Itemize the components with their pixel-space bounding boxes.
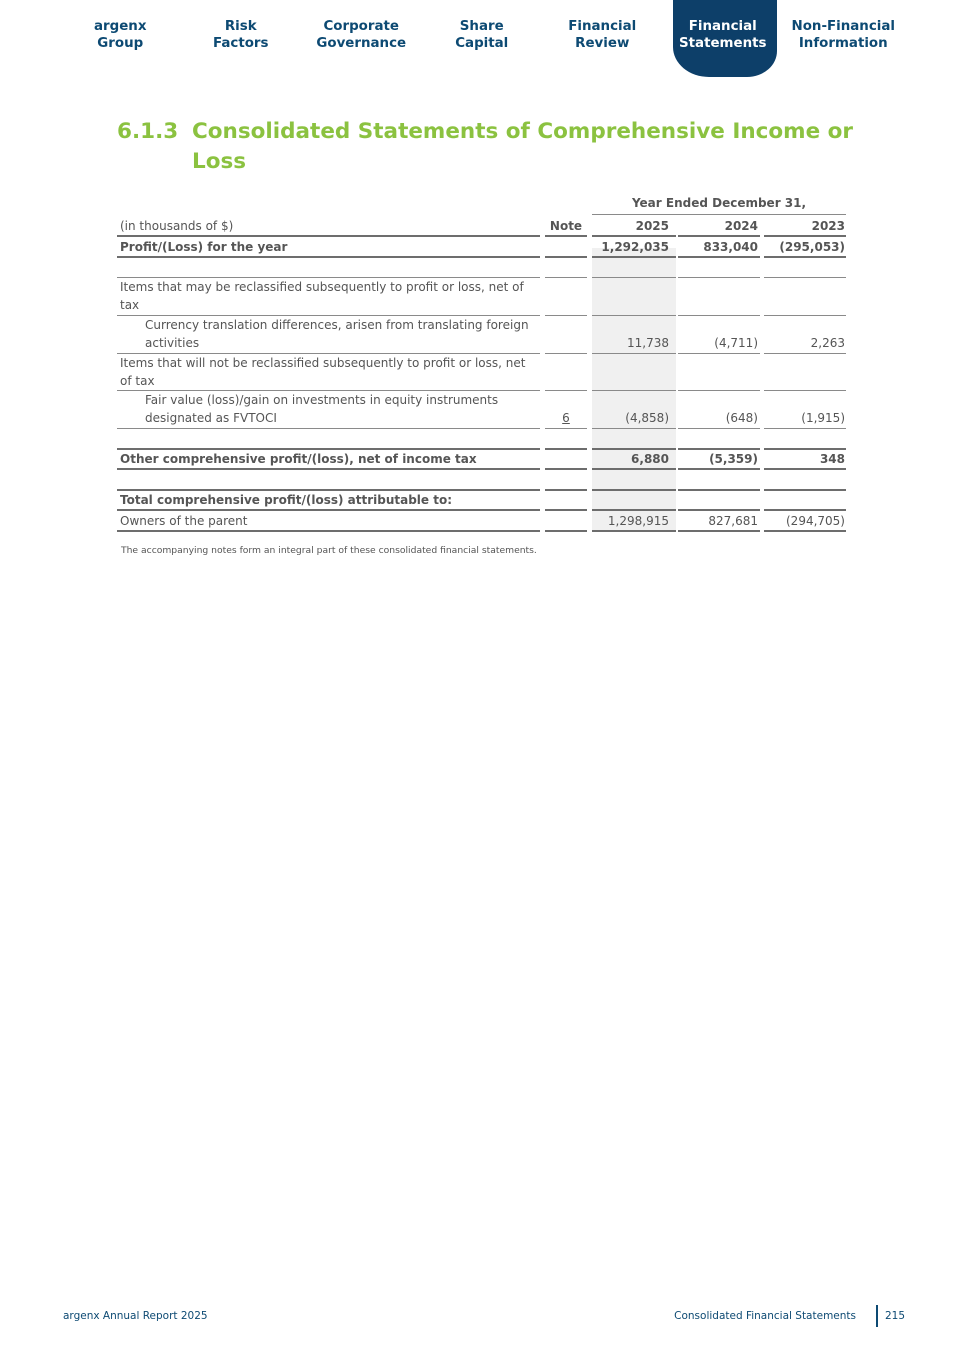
value-text: (1,915) bbox=[801, 411, 845, 425]
value-2024: 833,040 bbox=[703, 240, 758, 254]
value-text: 2,263 bbox=[810, 336, 845, 350]
tab-corporate-governance[interactable] bbox=[301, 0, 422, 80]
tab-share-capital[interactable] bbox=[422, 0, 543, 80]
table-row bbox=[117, 512, 846, 530]
rule bbox=[545, 235, 587, 237]
tab-non-financial-information[interactable] bbox=[783, 0, 904, 80]
rule bbox=[545, 468, 587, 470]
table-row bbox=[117, 354, 846, 390]
tab-label: Financial Review bbox=[568, 19, 637, 51]
year-2024-header: 2024 bbox=[724, 219, 758, 233]
table-row bbox=[117, 238, 846, 256]
rule bbox=[764, 256, 846, 258]
row-note bbox=[545, 512, 587, 530]
row-label: Items that may be reclassified subsequently to profit or loss, net of tax bbox=[120, 280, 524, 312]
tab-label: Share Capital bbox=[455, 19, 509, 51]
report-title: argenx Annual Report 2025 bbox=[63, 1310, 208, 1322]
table-footnote: The accompanying notes form an integral part of these consolidated financial statements. bbox=[121, 545, 537, 556]
rule bbox=[678, 256, 760, 258]
value-2023: (295,053) bbox=[779, 240, 845, 254]
footer-section-link[interactable]: Consolidated Financial Statements bbox=[674, 1310, 856, 1322]
value-text: (648) bbox=[725, 411, 758, 425]
rule bbox=[117, 468, 540, 470]
table-header-row bbox=[117, 217, 846, 235]
table-row bbox=[117, 491, 846, 509]
table-row bbox=[117, 391, 846, 427]
value-text: (4,858) bbox=[625, 411, 669, 425]
row-label: Owners of the parent bbox=[120, 514, 248, 528]
row-label: Other comprehensive profit/(loss), net of income tax bbox=[120, 452, 477, 466]
rule bbox=[678, 428, 760, 429]
note-header: Note bbox=[549, 219, 583, 233]
rule bbox=[764, 428, 846, 429]
row-label: Profit/(Loss) for the year bbox=[120, 240, 288, 254]
tab-risk-factors[interactable] bbox=[181, 0, 302, 80]
rule bbox=[592, 256, 676, 258]
rule bbox=[117, 428, 540, 429]
value-2024 bbox=[678, 316, 760, 352]
value-2023: 348 bbox=[819, 452, 845, 466]
row-label: Total comprehensive profit/(loss) attributable to: bbox=[120, 493, 453, 507]
table-row bbox=[117, 450, 846, 468]
tab-argenx-group[interactable] bbox=[60, 0, 181, 80]
rule bbox=[764, 235, 846, 237]
value-2025: 6,880 bbox=[631, 452, 669, 466]
tab-label: Risk Factors bbox=[212, 19, 269, 51]
tab-label: Financial Statements bbox=[678, 19, 767, 51]
rule bbox=[592, 428, 676, 429]
units-label: (in thousands of $) bbox=[120, 219, 234, 233]
value-2023 bbox=[764, 391, 846, 427]
rule bbox=[678, 530, 760, 532]
period-header: Year Ended December 31, bbox=[631, 196, 807, 210]
table-row bbox=[117, 316, 846, 352]
value-2024 bbox=[678, 391, 760, 427]
rule bbox=[545, 509, 587, 511]
top-navigation bbox=[60, 0, 904, 80]
section-number: 6.1.3 bbox=[117, 119, 179, 144]
value-2024: 827,681 bbox=[708, 514, 758, 528]
year-2025-header: 2025 bbox=[635, 219, 669, 233]
tab-financial-review[interactable] bbox=[542, 0, 663, 80]
row-label: Fair value (loss)/gain on investments in equity instruments designated as FVTOCI bbox=[145, 393, 499, 425]
value-2024: (5,359) bbox=[709, 452, 758, 466]
table-row bbox=[117, 278, 846, 314]
page-title: Consolidated Statements of Comprehensive Income or Loss bbox=[192, 119, 854, 174]
value-2023 bbox=[764, 316, 846, 352]
value-2025: 1,298,915 bbox=[607, 514, 669, 528]
rule bbox=[764, 509, 846, 511]
row-label: Items that will not be reclassified subsequently to profit or loss, net of tax bbox=[120, 356, 526, 388]
rule bbox=[545, 530, 587, 532]
rule bbox=[545, 256, 587, 258]
rule bbox=[592, 468, 676, 470]
rule bbox=[592, 509, 676, 511]
rule bbox=[117, 235, 540, 237]
rule bbox=[117, 256, 540, 258]
rule bbox=[545, 428, 587, 429]
tab-financial-statements[interactable] bbox=[663, 0, 784, 80]
year-2023-header: 2023 bbox=[811, 219, 845, 233]
section-heading bbox=[117, 117, 857, 177]
rule bbox=[117, 530, 540, 532]
footer-divider bbox=[876, 1305, 878, 1327]
value-2025 bbox=[592, 316, 672, 352]
page-number: 215 bbox=[885, 1310, 906, 1322]
value-2025: 1,292,035 bbox=[601, 240, 669, 254]
note-link[interactable]: 6 bbox=[562, 411, 570, 425]
rule bbox=[764, 468, 846, 470]
rule bbox=[592, 235, 676, 237]
tab-label: Non-Financial Information bbox=[791, 19, 895, 51]
rule bbox=[117, 509, 540, 511]
period-header-rule bbox=[592, 214, 846, 215]
rule bbox=[592, 530, 676, 532]
row-note bbox=[545, 316, 587, 352]
value-2023: (294,705) bbox=[786, 514, 845, 528]
rule bbox=[678, 468, 760, 470]
value-text: 11,738 bbox=[627, 336, 669, 350]
rule bbox=[764, 530, 846, 532]
row-label: Currency translation differences, arisen from translating foreign activities bbox=[145, 318, 529, 350]
tab-label: Corporate Governance bbox=[316, 19, 407, 51]
row-note bbox=[545, 238, 587, 256]
row-note bbox=[545, 450, 587, 468]
tab-label: argenx Group bbox=[94, 19, 147, 51]
rule bbox=[678, 509, 760, 511]
rule bbox=[678, 235, 760, 237]
value-text: (4,711) bbox=[714, 336, 758, 350]
row-note[interactable] bbox=[545, 391, 587, 427]
value-2025 bbox=[592, 391, 672, 427]
